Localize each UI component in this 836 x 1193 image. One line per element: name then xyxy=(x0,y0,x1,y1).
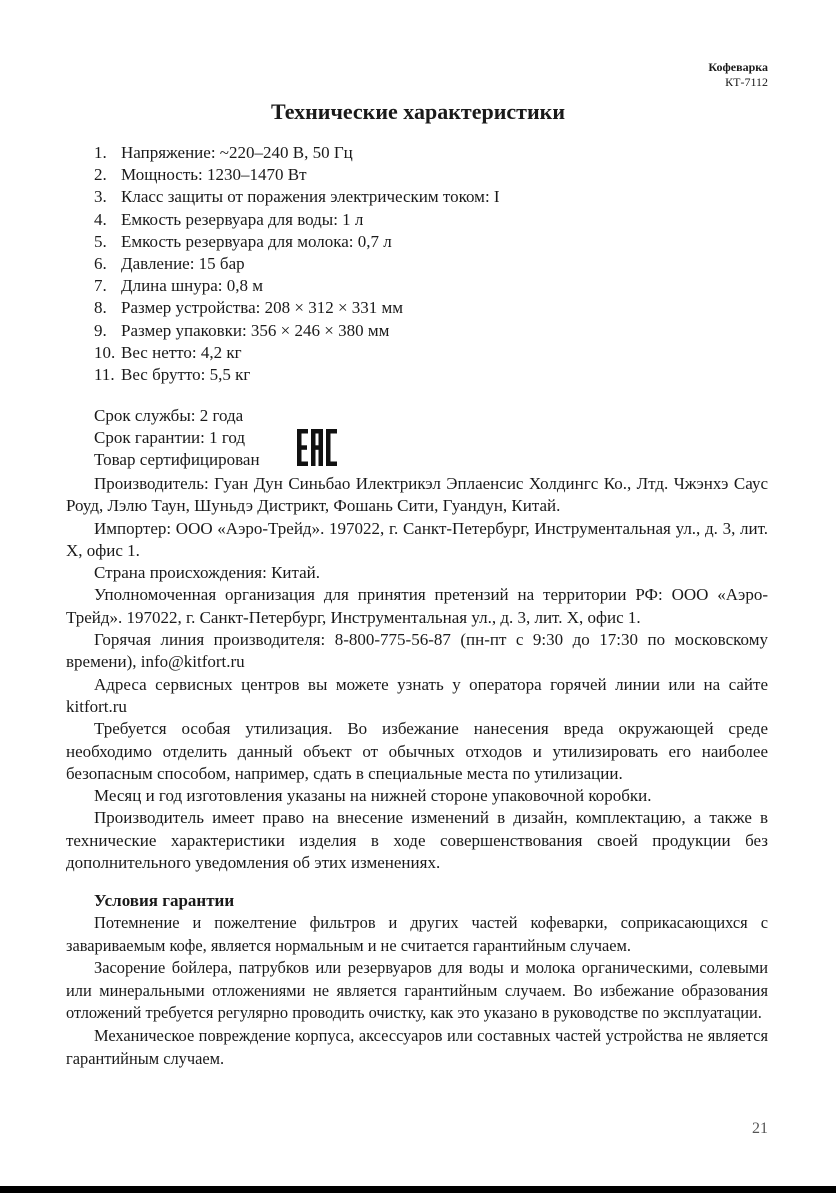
eac-mark-icon xyxy=(297,429,337,466)
header-product: Кофеварка xyxy=(708,60,768,74)
certification-note: Товар сертифицирован xyxy=(94,450,260,469)
spec-text: Размер упаковки: 356 × 246 × 380 мм xyxy=(121,320,390,340)
spec-item xyxy=(94,164,500,186)
spec-number: 1. xyxy=(94,143,107,162)
importer-paragraph: Импортер: ООО «Аэро-Трейд». 197022, г. Санкт-Петербург, Инструментальная ул., д. 3, лит. Х, офис 1. xyxy=(66,518,768,560)
service-centers-paragraph: Адреса сервисных центров вы можете узнать у оператора горячей линии или на сайте kitfort.ru xyxy=(66,674,768,716)
spec-text: Класс защиты от поражения электрическим током: I xyxy=(121,187,500,207)
spec-text: Вес брутто: 5,5 кг xyxy=(121,365,251,385)
manufacturer-paragraph: Производитель: Гуан Дун Синьбао Илектрикэл Эплаенсис Холдингс Ко., Лтд. Чжэнхэ Саус Роуд, Лэлю Таун, Шуньдэ Дистрикт, Фошань Сити, Гуандун, Китай. xyxy=(66,474,768,516)
spec-text: Вес нетто: 4,2 кг xyxy=(121,342,242,362)
spec-item xyxy=(94,320,500,342)
page-title: Технические характеристики xyxy=(270,99,566,124)
warranty-paragraph: Механическое повреждение корпуса, аксессуаров или составных частей устройства не является гарантийным случаем. xyxy=(66,1025,768,1068)
spec-text: Емкость резервуара для молока: 0,7 л xyxy=(121,231,392,251)
specs-list xyxy=(94,142,500,386)
authorized-org-paragraph: Уполномоченная организация для принятия претензий на территории РФ: ООО «Аэро-Трейд». 197022, г. Санкт-Петербург, Инструментальная ул., д. 3, лит. Х, офис 1. xyxy=(66,585,768,627)
spec-item xyxy=(94,209,500,231)
warranty-heading: Условия гарантии xyxy=(94,891,235,910)
bottom-border xyxy=(0,1186,836,1193)
warranty-paragraph: Засорение бойлера, патрубков или резервуаров для воды и молока органическими, солевыми или минеральными отложениями не является гарантийным случаем. Во избежание образования отложений требуется регулярно проводить очистку, как это указано в руководстве по эксплуатации. xyxy=(66,958,768,1023)
spec-number: 8. xyxy=(94,298,107,318)
spec-number: 11. xyxy=(94,365,115,385)
running-header xyxy=(708,60,768,90)
spec-text: Давление: 15 бар xyxy=(121,254,245,274)
disposal-paragraph: Требуется особая утилизация. Во избежание нанесения вреда окружающей среде необходимо отделить данный объект от обычных отходов и утилизировать его наиболее безопасным способом, например, сдать в специальные места по утилизации. xyxy=(66,719,768,783)
changes-paragraph: Производитель имеет право на внесение изменений в дизайн, комплектацию, а также в технические характеристики изделия в ходе совершенствования своей продукции без дополнительного уведомления об этих изменениях. xyxy=(66,808,768,873)
spec-number: 5. xyxy=(94,231,107,251)
spec-number: 10. xyxy=(94,342,116,362)
spec-text: Размер устройства: 208 × 312 × 331 мм xyxy=(121,298,404,318)
warranty-section xyxy=(66,890,768,1070)
spec-item xyxy=(94,342,500,364)
manufacture-date-paragraph: Месяц и год изготовления указаны на нижней стороне упаковочной коробки. xyxy=(94,786,652,806)
spec-number: 9. xyxy=(94,320,107,340)
spec-item xyxy=(94,142,500,164)
origin-paragraph: Страна происхождения: Китай. xyxy=(94,563,321,583)
spec-number: 3. xyxy=(94,187,107,207)
warranty-period: Срок гарантии: 1 год xyxy=(94,428,246,447)
header-model: КТ-7112 xyxy=(725,75,768,89)
spec-text: Напряжение: ~220–240 В, 50 Гц xyxy=(121,143,353,162)
spec-text: Мощность: 1230–1470 Вт xyxy=(121,165,307,185)
spec-text: Длина шнура: 0,8 м xyxy=(121,276,264,296)
service-info xyxy=(94,405,260,471)
spec-number: 6. xyxy=(94,254,107,274)
spec-number: 4. xyxy=(94,209,107,229)
spec-number: 7. xyxy=(94,276,107,296)
spec-item xyxy=(94,275,500,297)
manufacturer-info xyxy=(66,473,768,874)
spec-item xyxy=(94,231,500,253)
spec-number: 2. xyxy=(94,165,107,185)
spec-item xyxy=(94,364,500,386)
hotline-paragraph: Горячая линия производителя: 8-800-775-56-87 (пн-пт с 9:30 до 17:30 по московскому времени), info@kitfort.ru xyxy=(66,630,768,672)
spec-item xyxy=(94,253,500,275)
spec-text: Емкость резервуара для воды: 1 л xyxy=(121,209,364,229)
warranty-paragraph: Потемнение и пожелтение фильтров и других частей кофеварки, соприкасающихся с завариваемым кофе, является нормальным и не считается гарантийным случаем. xyxy=(66,913,768,955)
page-number: 21 xyxy=(752,1120,768,1137)
spec-item xyxy=(94,186,500,208)
spec-item xyxy=(94,297,500,319)
service-life: Срок службы: 2 года xyxy=(94,406,244,425)
